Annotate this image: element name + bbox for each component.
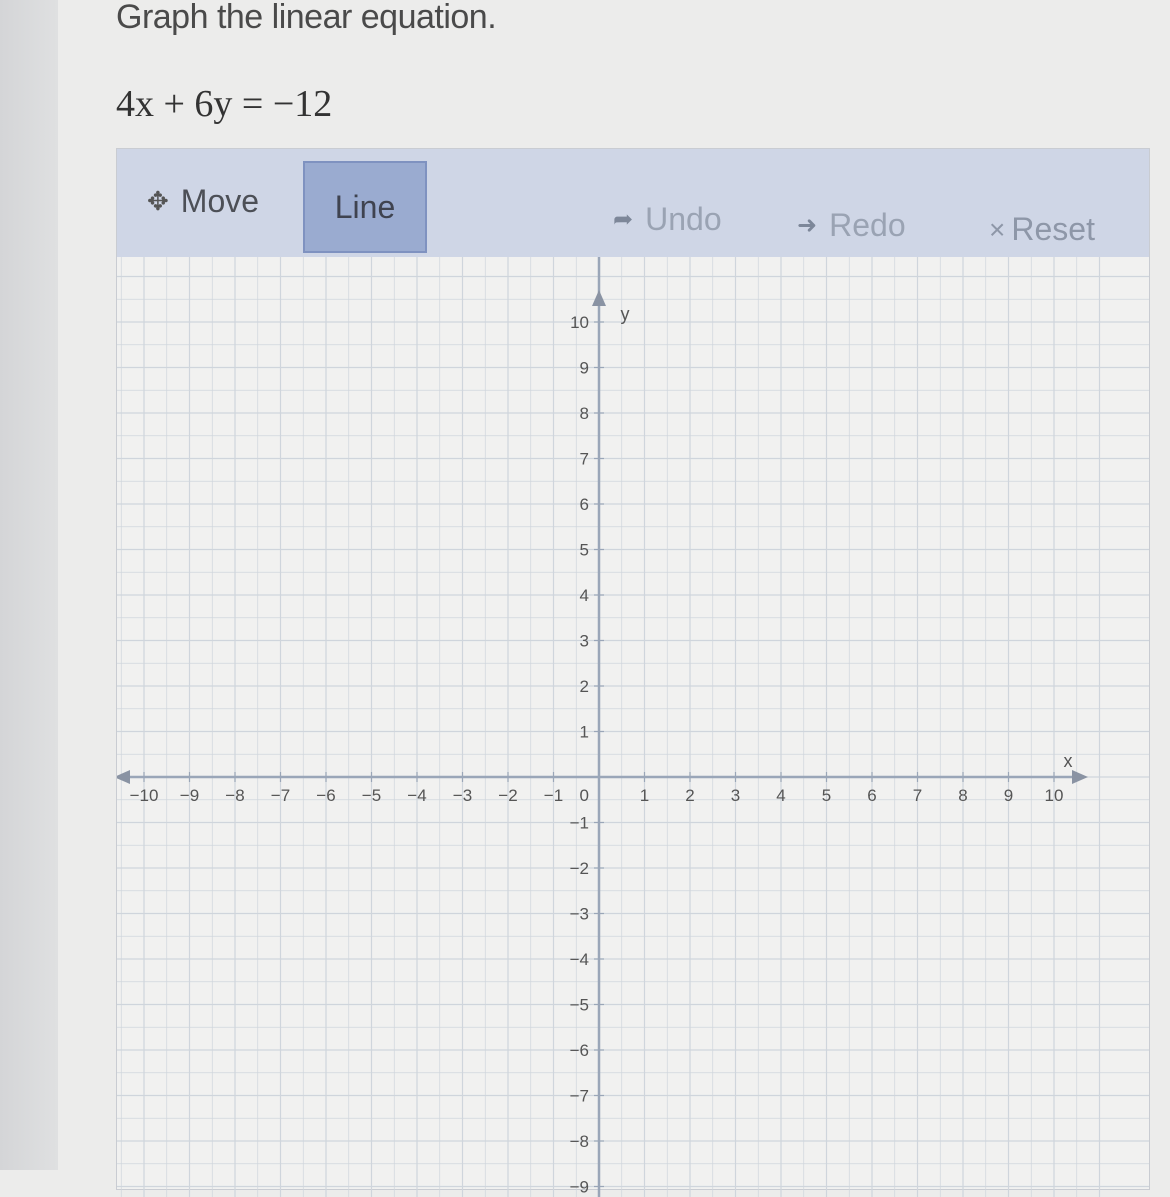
undo-label: Undo <box>645 201 722 237</box>
x-tick-label: 2 <box>685 786 695 805</box>
move-tool-label: Move <box>180 183 260 219</box>
y-tick-label: −5 <box>569 995 589 1015</box>
y-tick-label: −9 <box>569 1177 589 1197</box>
line-tool-label: Line <box>334 188 396 225</box>
coordinate-graph[interactable] <box>117 257 1149 1197</box>
origin-label: 0 <box>579 786 589 805</box>
x-tick-label: −8 <box>225 786 245 805</box>
y-tick-label: −1 <box>569 813 589 833</box>
x-tick-label: 4 <box>776 786 786 805</box>
question-title: Graph the linear equation. <box>116 0 497 36</box>
y-tick-label: 10 <box>570 313 589 332</box>
y-tick-label: 1 <box>579 722 589 742</box>
redo-label: Redo <box>829 207 906 243</box>
x-tick-label: 3 <box>730 786 741 805</box>
y-tick-label: 8 <box>579 404 589 423</box>
redo-button[interactable] <box>797 207 906 244</box>
x-tick-label: 6 <box>867 786 877 805</box>
y-tick-label: 7 <box>579 449 589 469</box>
x-tick-label: 5 <box>821 786 832 805</box>
graph-toolbar <box>117 149 1149 257</box>
x-axis-name: x <box>1063 751 1073 771</box>
y-tick-label: −6 <box>569 1041 589 1060</box>
undo-button[interactable] <box>613 201 722 238</box>
reset-label: Reset <box>1011 211 1095 247</box>
x-tick-label: 9 <box>1003 786 1014 805</box>
x-tick-label: −7 <box>270 786 291 805</box>
x-tick-label: −3 <box>452 786 473 805</box>
y-tick-label: −7 <box>569 1086 589 1106</box>
x-tick-label: −2 <box>498 786 518 805</box>
x-axis-right-arrow <box>1072 770 1088 784</box>
x-tick-label: 10 <box>1044 786 1064 805</box>
y-tick-label: 4 <box>579 586 589 605</box>
y-tick-label: 5 <box>579 540 589 560</box>
x-tick-label: −9 <box>179 786 200 805</box>
x-tick-label: 8 <box>958 786 968 805</box>
graphing-panel <box>116 148 1150 1197</box>
x-tick-label: −4 <box>407 786 427 805</box>
y-tick-label: −4 <box>569 950 589 969</box>
y-tick-label: −2 <box>569 859 589 878</box>
x-tick-label: −6 <box>316 786 336 805</box>
page-left-margin <box>0 0 58 1170</box>
move-tool-button[interactable] <box>147 183 259 220</box>
y-tick-label: 3 <box>579 631 589 651</box>
close-x-icon: × <box>989 213 1006 245</box>
line-tool-button[interactable] <box>303 161 427 253</box>
y-tick-label: −3 <box>569 904 589 924</box>
undo-arrow-icon: ➦ <box>613 206 634 233</box>
reset-button[interactable] <box>989 211 1095 248</box>
y-axis-top-arrow <box>592 290 606 306</box>
y-axis-name: y <box>620 304 630 324</box>
equation: 4x + 6y = −12 <box>116 83 333 125</box>
move-arrows-icon: ✥ <box>147 186 169 216</box>
y-tick-label: 2 <box>579 677 589 696</box>
x-tick-label: −10 <box>129 786 159 805</box>
x-tick-label: −1 <box>543 786 564 805</box>
y-tick-label: 6 <box>579 495 589 514</box>
redo-arrow-icon: ➜ <box>797 212 818 239</box>
x-axis-left-arrow <box>117 770 130 784</box>
x-tick-label: 1 <box>639 786 650 805</box>
x-tick-label: −5 <box>361 786 382 805</box>
y-tick-label: −8 <box>569 1132 589 1151</box>
y-tick-label: 9 <box>579 358 589 378</box>
x-tick-label: 7 <box>912 786 923 805</box>
